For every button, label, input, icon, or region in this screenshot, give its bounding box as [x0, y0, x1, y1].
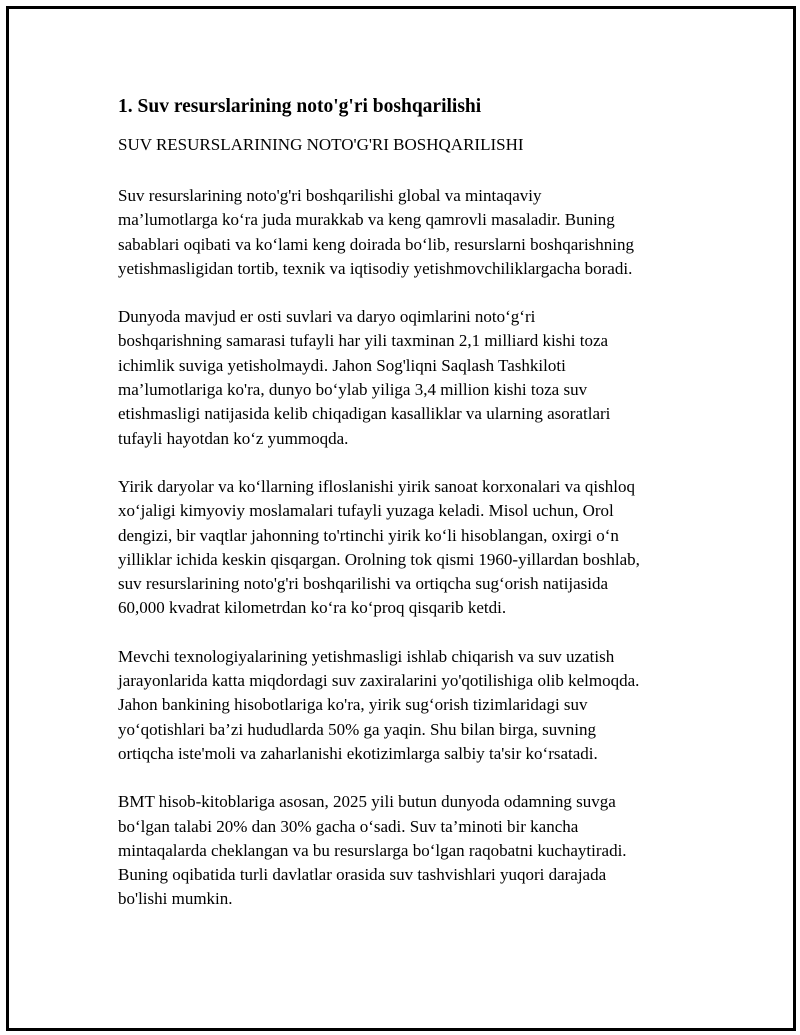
- paragraph-line: ortiqcha iste'moli va zaharlanishi ekotizimlarga salbiy ta'sir ko‘rsatadi.: [118, 743, 598, 763]
- paragraph-line: bo'lishi mumkin.: [118, 889, 233, 909]
- paragraph-line: bo‘lgan talabi 20% dan 30% gacha o‘sadi. Suv ta’minoti bir kancha: [118, 816, 579, 836]
- paragraph-line: xo‘jaligi kimyoviy moslamalari tufayli yuzaga keladi. Misol uchun, Orol: [118, 501, 614, 521]
- paragraph-line: Yirik daryolar va ko‘llarning ifloslanishi yirik sanoat korxonalari va qishloq: [118, 476, 635, 496]
- paragraph-line: BMT hisob-kitoblariga asosan, 2025 yili butun dunyoda odamning suvga: [118, 792, 616, 812]
- paragraph-line: boshqarishning samarasi tufayli har yili taxminan 2,1 milliard kishi toza: [118, 331, 609, 351]
- document-body: [118, 94, 688, 936]
- section-subheading: SUV RESURSLARINING NOTO'G'RI BOSHQARILISHI: [118, 135, 524, 154]
- paragraph-line: sabablari oqibati va ko‘lami keng doirada bo‘lib, resurslarni boshqarishning: [118, 234, 635, 254]
- paragraph-line: tufayli hayotdan ko‘z yummoqda.: [118, 428, 349, 448]
- paragraph-line: 60,000 kvadrat kilometrdan ko‘ra ko‘proq qisqarib ketdi.: [118, 598, 507, 618]
- paragraph-line: mintaqalarda cheklangan va bu resurslarga bo‘lgan raqobatni kuchaytiradi.: [118, 840, 627, 860]
- paragraph-line: Mevchi texnologiyalarining yetishmasligi ishlab chiqarish va suv uzatish: [118, 646, 615, 666]
- paragraph-line: ma’lumotlariga ko'ra, dunyo bo‘ylab yiliga 3,4 million kishi toza suv: [118, 380, 588, 400]
- paragraph-line: Jahon bankining hisobotlariga ko'ra, yirik sug‘orish tizimlaridagi suv: [118, 695, 588, 715]
- paragraph-line: yetishmasligidan tortib, texnik va iqtisodiy yetishmovchiliklargacha boradi.: [118, 258, 633, 278]
- paragraph-line: jarayonlarida katta miqdordagi suv zaxiralarini yo'qotilishiga olib kelmoqda.: [118, 671, 640, 691]
- paragraph-line: Buning oqibatida turli davlatlar orasida suv tashvishlari yuqori darajada: [118, 865, 607, 885]
- paragraph-2: [118, 305, 688, 451]
- paragraph-line: Suv resurslarining noto'g'ri boshqarilishi global va mintaqaviy: [118, 186, 542, 205]
- paragraph-line: ma’lumotlarga ko‘ra juda murakkab va keng qamrovli masaladir. Buning: [118, 210, 615, 230]
- paragraph-line: dengizi, bir vaqtlar jahonning to'rtinchi yirik ko‘li hisoblangan, oxirgi o‘n: [118, 525, 619, 545]
- paragraph-5: [118, 790, 688, 911]
- paragraph-line: yo‘qotishlari ba’zi hududlarda 50% ga yaqin. Shu bilan birga, suvning: [118, 719, 596, 739]
- paragraph-1: [118, 184, 688, 281]
- section-heading: 1. Suv resurslarining noto'g'ri boshqarilishi: [118, 96, 482, 117]
- paragraph-line: suv resurslarining noto'g'ri boshqarilishi va ortiqcha sug‘orish natijasida: [118, 574, 609, 594]
- paragraph-line: etishmasligi natijasida kelib chiqadigan kasalliklar va ularning asoratlari: [118, 404, 611, 424]
- paragraph-3: [118, 475, 688, 621]
- paragraph-line: yilliklar ichida keskin qisqargan. Orolning tok qismi 1960-yillardan boshlab,: [118, 549, 640, 569]
- paragraph-4: [118, 645, 688, 766]
- paragraph-line: Dunyoda mavjud er osti suvlari va daryo oqimlarini noto‘g‘ri: [118, 307, 536, 327]
- paragraph-line: ichimlik suviga yetisholmaydi. Jahon Sog'liqni Saqlash Tashkiloti: [118, 355, 566, 375]
